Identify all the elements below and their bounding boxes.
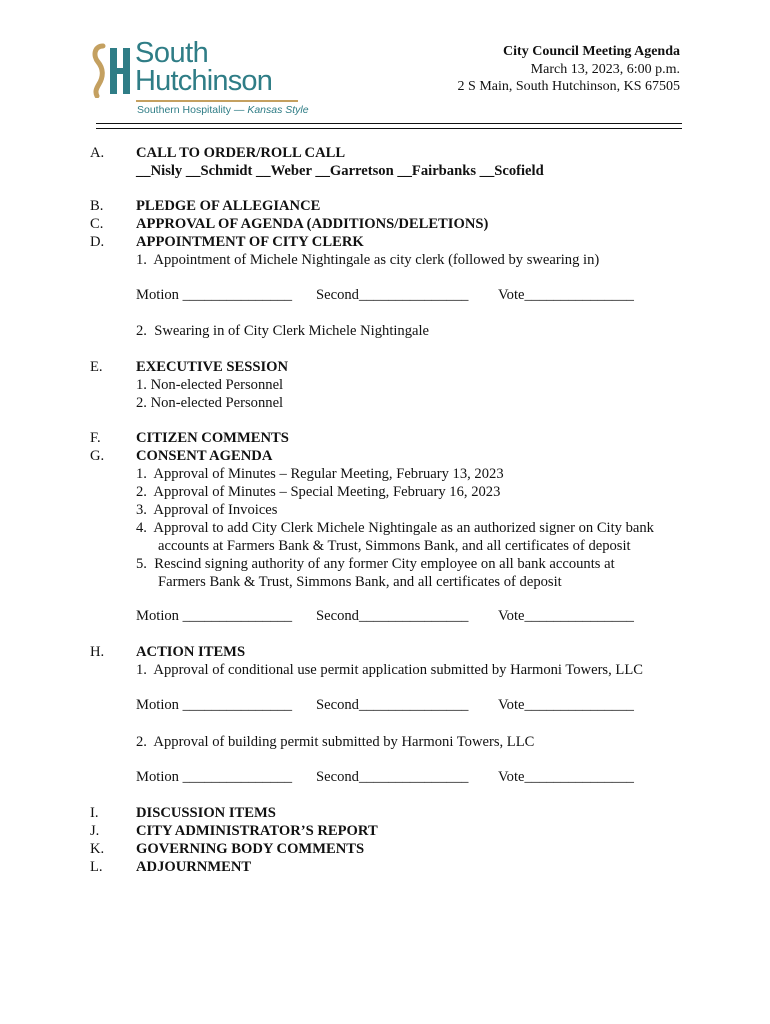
item-letter-h: H. <box>90 644 105 660</box>
logo-tagline-plain: Southern Hospitality — <box>137 104 248 116</box>
vote-line: Vote_______________ <box>498 608 634 624</box>
sub-item-minutes-special: 2. Approval of Minutes – Special Meeting, February 16, 2023 <box>136 484 501 500</box>
sh-monogram-icon <box>90 42 136 98</box>
item-letter-i: I. <box>90 805 99 821</box>
second-line: Second_______________ <box>316 697 469 713</box>
vote-line: Vote_______________ <box>498 287 634 303</box>
item-letter-j: J. <box>90 823 100 839</box>
item-letter-a: A. <box>90 145 105 161</box>
sub-item-authorized-signer-cont: accounts at Farmers Bank & Trust, Simmons Bank, and all certificates of deposit <box>158 538 631 554</box>
second-line: Second_______________ <box>316 287 469 303</box>
motion-line: Motion _______________ <box>136 608 293 624</box>
header-rule-bottom <box>96 128 682 129</box>
second-line: Second_______________ <box>316 769 469 785</box>
item-letter-k: K. <box>90 841 105 857</box>
item-title-call-to-order: CALL TO ORDER/ROLL CALL <box>136 145 346 161</box>
item-letter-e: E. <box>90 359 103 375</box>
item-letter-g: G. <box>90 448 105 464</box>
header-rule-top <box>96 123 682 124</box>
motion-line: Motion _______________ <box>136 287 293 303</box>
item-title-administrator-report: CITY ADMINISTRATOR’S REPORT <box>136 823 378 839</box>
agenda-title: City Council Meeting Agenda <box>503 44 680 59</box>
item-letter-f: F. <box>90 430 101 446</box>
vote-line: Vote_______________ <box>498 697 634 713</box>
motion-line: Motion _______________ <box>136 769 293 785</box>
item-title-consent-agenda: CONSENT AGENDA <box>136 448 273 464</box>
item-title-action-items: ACTION ITEMS <box>136 644 246 660</box>
sub-item-swearing-in: 2. Swearing in of City Clerk Michele Nightingale <box>136 323 430 339</box>
logo-text-south: South <box>135 37 209 69</box>
sub-item-personnel-1: 1. Non-elected Personnel <box>136 377 284 393</box>
logo-text-hutchinson: Hutchinson <box>135 65 273 97</box>
logo-tagline-italic: Kansas Style <box>247 104 309 116</box>
meeting-datetime: March 13, 2023, 6:00 p.m. <box>530 61 680 77</box>
item-title-executive-session: EXECUTIVE SESSION <box>136 359 289 375</box>
item-title-pledge: PLEDGE OF ALLEGIANCE <box>136 198 321 214</box>
sub-item-building-permit: 2. Approval of building permit submitted by Harmoni Towers, LLC <box>136 734 535 750</box>
item-title-appointment-clerk: APPOINTMENT OF CITY CLERK <box>136 234 364 250</box>
item-title-approval-of-agenda: APPROVAL OF AGENDA (ADDITIONS/DELETIONS) <box>136 216 489 232</box>
item-letter-c: C. <box>90 216 104 232</box>
second-line: Second_______________ <box>316 608 469 624</box>
logo-tagline <box>137 104 309 116</box>
item-letter-b: B. <box>90 198 104 214</box>
sub-item-personnel-2: 2. Non-elected Personnel <box>136 395 284 411</box>
sub-item-authorized-signer: 4. Approval to add City Clerk Michele Nightingale as an authorized signer on City bank <box>136 520 654 536</box>
city-logo <box>90 37 309 124</box>
motion-line: Motion _______________ <box>136 697 293 713</box>
item-letter-l: L. <box>90 859 103 875</box>
item-title-adjournment: ADJOURNMENT <box>136 859 252 875</box>
item-title-governing-body: GOVERNING BODY COMMENTS <box>136 841 365 857</box>
sub-item-minutes-regular: 1. Approval of Minutes – Regular Meeting, February 13, 2023 <box>136 466 504 482</box>
meeting-address: 2 S Main, South Hutchinson, KS 67505 <box>457 79 680 94</box>
sub-item-appointment: 1. Appointment of Michele Nightingale as city clerk (followed by swearing in) <box>136 252 600 268</box>
item-title-citizen-comments: CITIZEN COMMENTS <box>136 430 289 446</box>
sub-item-conditional-use-permit: 1. Approval of conditional use permit application submitted by Harmoni Towers, LLC <box>136 662 643 678</box>
agenda-header <box>458 43 680 96</box>
roll-call-list: __Nisly __Schmidt __Weber __Garretson __Fairbanks __Scofield <box>136 163 544 179</box>
vote-line: Vote_______________ <box>498 769 634 785</box>
sub-item-rescind-authority: 5. Rescind signing authority of any former City employee on all bank accounts at <box>136 556 615 572</box>
logo-divider <box>136 100 298 102</box>
sub-item-invoices: 3. Approval of Invoices <box>136 502 278 518</box>
item-title-discussion-items: DISCUSSION ITEMS <box>136 805 276 821</box>
sub-item-rescind-authority-cont: Farmers Bank & Trust, Simmons Bank, and all certificates of deposit <box>158 574 562 590</box>
item-letter-d: D. <box>90 234 105 250</box>
